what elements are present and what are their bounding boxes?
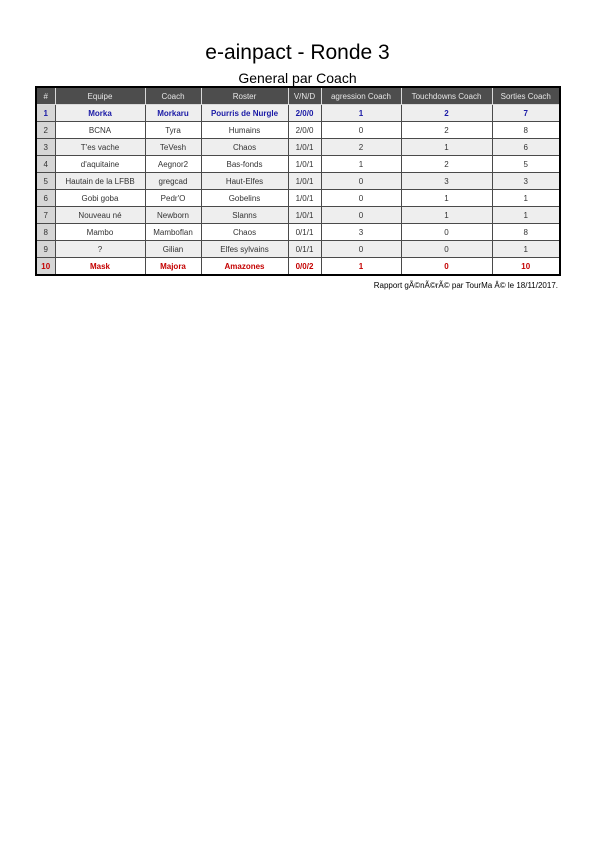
cell-coach: Mamboflan [145, 224, 201, 241]
cell-coach: TeVesh [145, 139, 201, 156]
table-row [36, 173, 560, 190]
column-header-rank: # [36, 87, 55, 105]
table-row [36, 105, 560, 122]
cell-sorties: 5 [492, 156, 560, 173]
cell-sorties: 8 [492, 224, 560, 241]
cell-equipe: Gobi goba [55, 190, 145, 207]
cell-sorties: 10 [492, 258, 560, 276]
cell-touchdowns: 1 [401, 207, 492, 224]
cell-agression: 1 [321, 258, 401, 276]
page-subtitle: General par Coach [238, 70, 357, 86]
cell-vnd: 1/0/1 [288, 156, 321, 173]
cell-roster: Haut-Elfes [201, 173, 288, 190]
cell-sorties: 7 [492, 105, 560, 122]
cell-touchdowns: 3 [401, 173, 492, 190]
table-row [36, 207, 560, 224]
cell-vnd: 2/0/0 [288, 105, 321, 122]
cell-roster: Amazones [201, 258, 288, 276]
cell-rank: 4 [36, 156, 55, 173]
cell-rank: 10 [36, 258, 55, 276]
cell-vnd: 1/0/1 [288, 139, 321, 156]
column-header-sorties: Sorties Coach [492, 87, 560, 105]
cell-sorties: 8 [492, 122, 560, 139]
cell-touchdowns: 0 [401, 258, 492, 276]
cell-sorties: 6 [492, 139, 560, 156]
cell-rank: 1 [36, 105, 55, 122]
cell-equipe: BCNA [55, 122, 145, 139]
cell-sorties: 1 [492, 207, 560, 224]
table-row [36, 258, 560, 276]
cell-vnd: 0/1/1 [288, 241, 321, 258]
table-row [36, 122, 560, 139]
cell-equipe: Mambo [55, 224, 145, 241]
standings-table [35, 86, 561, 276]
cell-touchdowns: 2 [401, 156, 492, 173]
column-header-roster: Roster [201, 87, 288, 105]
cell-coach: Pedr'O [145, 190, 201, 207]
cell-vnd: 1/0/1 [288, 190, 321, 207]
cell-roster: Chaos [201, 224, 288, 241]
cell-agression: 0 [321, 190, 401, 207]
cell-rank: 2 [36, 122, 55, 139]
cell-touchdowns: 1 [401, 190, 492, 207]
cell-equipe: Mask [55, 258, 145, 276]
cell-roster: Humains [201, 122, 288, 139]
cell-coach: Aegnor2 [145, 156, 201, 173]
cell-touchdowns: 0 [401, 224, 492, 241]
cell-coach: Majora [145, 258, 201, 276]
cell-equipe: d'aquitaine [55, 156, 145, 173]
column-header-vnd: V/N/D [288, 87, 321, 105]
cell-vnd: 1/0/1 [288, 207, 321, 224]
cell-agression: 2 [321, 139, 401, 156]
cell-vnd: 0/1/1 [288, 224, 321, 241]
cell-sorties: 1 [492, 190, 560, 207]
cell-agression: 3 [321, 224, 401, 241]
cell-roster: Pourris de Nurgle [201, 105, 288, 122]
cell-equipe: ? [55, 241, 145, 258]
cell-equipe: Hautain de la LFBB [55, 173, 145, 190]
table-header-row [36, 87, 560, 105]
cell-coach: gregcad [145, 173, 201, 190]
cell-equipe: T'es vache [55, 139, 145, 156]
report-footer: Rapport gÃ©nÃ©rÃ© par TourMa Â© le 18/11/2017. [373, 281, 558, 290]
column-header-touchdowns: Touchdowns Coach [401, 87, 492, 105]
page-title: e-ainpact - Ronde 3 [205, 41, 390, 64]
table-row [36, 190, 560, 207]
column-header-equipe: Equipe [55, 87, 145, 105]
cell-equipe: Nouveau né [55, 207, 145, 224]
cell-agression: 1 [321, 105, 401, 122]
column-header-agression: agression Coach [321, 87, 401, 105]
cell-roster: Gobelins [201, 190, 288, 207]
cell-rank: 8 [36, 224, 55, 241]
cell-touchdowns: 2 [401, 105, 492, 122]
cell-coach: Tyra [145, 122, 201, 139]
column-header-coach: Coach [145, 87, 201, 105]
cell-agression: 0 [321, 207, 401, 224]
cell-agression: 0 [321, 122, 401, 139]
cell-vnd: 0/0/2 [288, 258, 321, 276]
cell-vnd: 2/0/0 [288, 122, 321, 139]
cell-roster: Bas-fonds [201, 156, 288, 173]
cell-roster: Chaos [201, 139, 288, 156]
cell-sorties: 1 [492, 241, 560, 258]
cell-agression: 0 [321, 241, 401, 258]
cell-equipe: Morka [55, 105, 145, 122]
cell-agression: 1 [321, 156, 401, 173]
cell-agression: 0 [321, 173, 401, 190]
cell-coach: Morkaru [145, 105, 201, 122]
cell-roster: Elfes sylvains [201, 241, 288, 258]
cell-sorties: 3 [492, 173, 560, 190]
cell-vnd: 1/0/1 [288, 173, 321, 190]
cell-touchdowns: 2 [401, 122, 492, 139]
table-row [36, 139, 560, 156]
table-row [36, 156, 560, 173]
cell-coach: Newborn [145, 207, 201, 224]
table-row [36, 224, 560, 241]
cell-coach: Gilian [145, 241, 201, 258]
cell-rank: 9 [36, 241, 55, 258]
cell-roster: Slanns [201, 207, 288, 224]
cell-rank: 5 [36, 173, 55, 190]
cell-rank: 3 [36, 139, 55, 156]
cell-rank: 6 [36, 190, 55, 207]
table-row [36, 241, 560, 258]
cell-rank: 7 [36, 207, 55, 224]
cell-touchdowns: 1 [401, 139, 492, 156]
cell-touchdowns: 0 [401, 241, 492, 258]
